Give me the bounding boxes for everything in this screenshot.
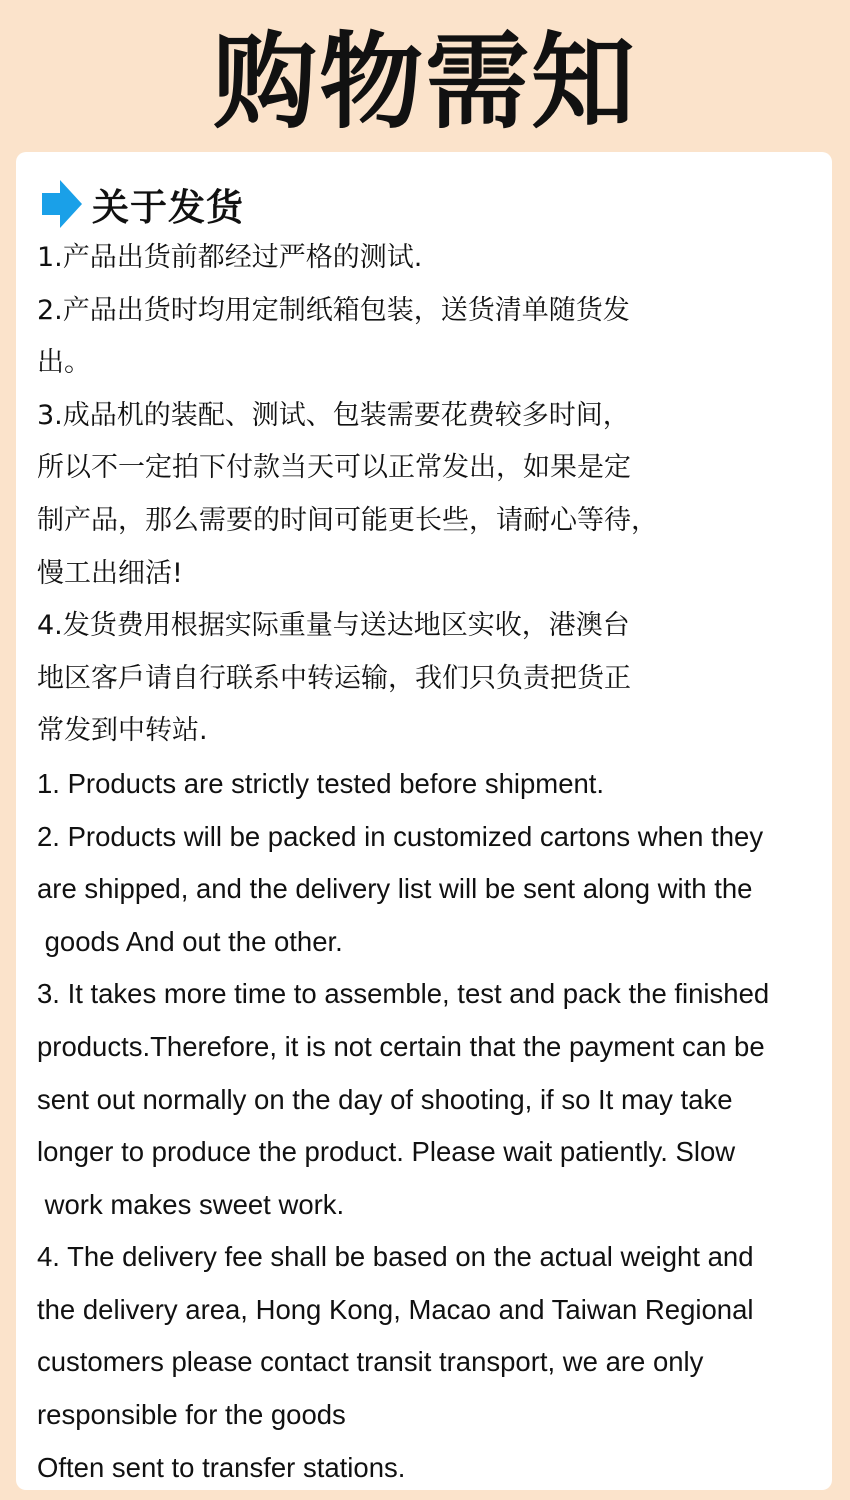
text-line: 1. Products are strictly tested before shipment.: [37, 767, 605, 799]
text-line: 3.成品机的装配、测试、包装需要花费较多时间，: [37, 399, 630, 431]
text-line: are shipped, and the delivery list will be sent along with the: [37, 873, 753, 905]
text-line: 3. It takes more time to assemble, test and pack the finished: [37, 978, 770, 1010]
text-line: 4.发货费用根据实际重量与送达地区实收，港澳台: [37, 610, 630, 642]
text-line: 地区客戶请自行联系中转运输，我们只负责把货正: [37, 662, 631, 694]
text-line: the delivery area, Hong Kong, Macao and Taiwan Regional: [37, 1293, 754, 1325]
text-line: 2. Products will be packed in customized cartons when they: [37, 820, 764, 852]
text-line: customers please contact transit transport, we are only: [37, 1346, 704, 1378]
text-line: 慢工出细活!: [37, 557, 183, 589]
shipping-notes: [37, 232, 837, 1494]
text-line: work makes sweet work.: [37, 1188, 345, 1220]
text-line: Often sent to transfer stations.: [37, 1451, 406, 1483]
text-line: 1.产品出货前都经过严格的测试.: [37, 242, 423, 273]
text-line: 所以不一定拍下付款当天可以正常发出，如果是定: [37, 452, 631, 484]
text-line: 2.产品出货时均用定制纸箱包装，送货清单随货发: [37, 294, 630, 326]
text-line: sent out normally on the day of shooting, if so It may take: [37, 1083, 733, 1115]
shipping-info-card: [16, 152, 832, 1490]
text-line: responsible for the goods: [37, 1399, 346, 1431]
page-title: 购物需知: [212, 21, 637, 143]
text-line: goods And out the other.: [37, 925, 343, 957]
section-title: 关于发货: [92, 186, 244, 229]
arrow-right-icon: [42, 180, 82, 228]
text-line: 4. The delivery fee shall be based on the actual weight and: [37, 1241, 754, 1273]
text-line: longer to produce the product. Please wait patiently. Slow: [37, 1136, 736, 1168]
section-header: [42, 178, 244, 230]
text-line: 常发到中转站.: [37, 715, 208, 747]
text-line: products.Therefore, it is not certain that the payment can be: [37, 1030, 765, 1062]
text-line: 出。: [37, 347, 91, 379]
text-line: 制产品，那么需要的时间可能更长些，请耐心等待，: [37, 504, 658, 536]
